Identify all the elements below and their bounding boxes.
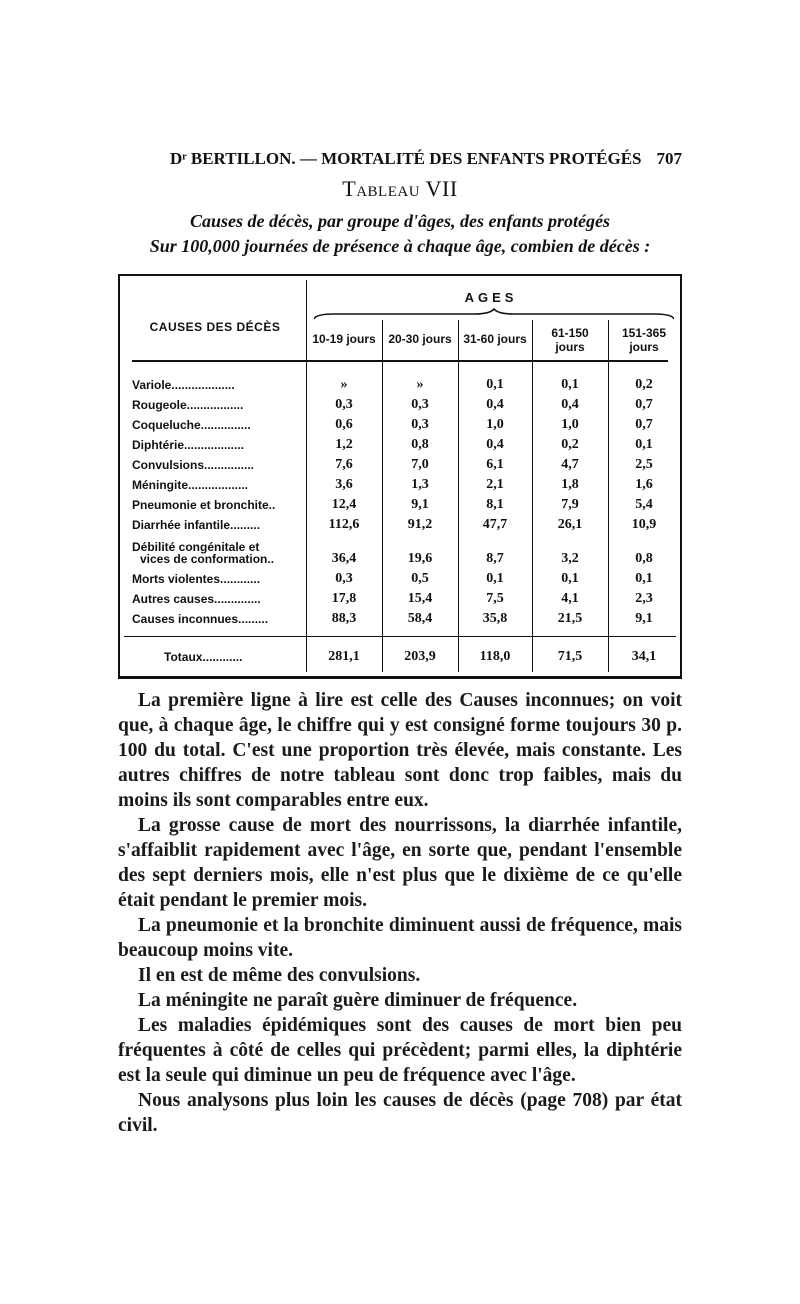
table-cell: 1,3	[411, 477, 429, 492]
table-cell: 15,4	[407, 591, 433, 606]
table-cell: 3,6	[335, 477, 353, 492]
paragraph: La pneumonie et la bronchite diminuent aussi de fréquence, mais beaucoup moins vite.	[118, 915, 682, 961]
table-cell: 12,4	[331, 497, 357, 512]
table-cell: 2,5	[635, 457, 653, 472]
table-subtitle-1: Causes de décès, par groupe d'âges, des enfants protégés	[190, 211, 610, 231]
total-value: 281,1	[328, 649, 360, 664]
table-cell: 7,9	[561, 497, 579, 512]
table-cell: 6,1	[486, 457, 504, 472]
row-cause-label: Causes inconnues.........	[132, 612, 269, 626]
row-cause-label: Morts violentes............	[132, 572, 261, 586]
row-cause-label: Coqueluche...............	[132, 418, 251, 432]
table-cell: »	[340, 377, 348, 392]
table-cell: 0,8	[635, 551, 653, 566]
table-cell: 0,3	[335, 397, 353, 412]
table-cell: 0,4	[486, 397, 504, 412]
table-title: Tableau VII	[342, 176, 458, 201]
table-cell: 8,1	[486, 497, 504, 512]
table-cell: 17,8	[331, 591, 357, 606]
table-subtitle-2: Sur 100,000 journées de présence à chaque âge, combien de décès :	[149, 236, 651, 256]
table-cell: 0,2	[561, 437, 579, 452]
table-cell: 0,7	[635, 417, 653, 432]
total-value: 118,0	[479, 649, 511, 664]
paragraph: La première ligne à lire est celle des Causes inconnues; on voit que, à chaque âge, le chiffre qui y est consigné forme toujours 30 p. 100 du total. C'est une proportion très élevée, mais constante. Les autres chiffres de notre tableau sont donc trop faibles, mais du moins ils sont comparables entre eux.	[118, 690, 682, 811]
total-value: 34,1	[631, 649, 657, 664]
page-number: 707	[656, 149, 682, 168]
col-header-3: 31-60 jours	[463, 332, 527, 346]
row-cause-label: Convulsions...............	[132, 458, 255, 472]
table-cell: 0,1	[486, 377, 504, 392]
table-cell: 0,5	[411, 571, 429, 586]
table-cell: 7,6	[335, 457, 353, 472]
table-cell: 19,6	[407, 551, 433, 566]
table-cell: 1,0	[561, 417, 579, 432]
paragraph: Il en est de même des convulsions.	[138, 965, 421, 986]
table-cell: 2,1	[486, 477, 504, 492]
table-cell: 0,3	[335, 571, 353, 586]
table-cell: 0,3	[411, 417, 429, 432]
paragraph: Les maladies épidémiques sont des causes de mort bien peu fréquentes à côté de celles qui précèdent; parmi elles, la diphtérie est la seule qui diminue un peu de fréquence avec l'âge.	[118, 1015, 682, 1086]
header-causes: CAUSES DES DÉCÈS	[149, 320, 281, 334]
table-cell: 47,7	[482, 517, 508, 532]
table-cell: 1,2	[335, 437, 353, 452]
header-ages: AGES	[464, 290, 518, 305]
running-title: Dʳ BERTILLON. — MORTALITÉ DES ENFANTS PROTÉGÉS	[170, 149, 642, 168]
mortality-table	[118, 274, 682, 679]
table-cell: 10,9	[631, 517, 657, 532]
table-cell: 0,8	[411, 437, 429, 452]
table-cell: 5,4	[635, 497, 653, 512]
table-cell: 88,3	[331, 611, 357, 626]
table-cell: 0,3	[411, 397, 429, 412]
row-cause-label: Diarrhée infantile.........	[132, 518, 261, 532]
running-head	[170, 146, 682, 172]
table-cell: 0,4	[561, 397, 579, 412]
paragraph: La méningite ne paraît guère diminuer de fréquence.	[138, 990, 578, 1011]
row-cause-label-cont: vices de conformation..	[140, 552, 275, 566]
col-header-1: 10-19 jours	[312, 332, 376, 346]
table-cell: 35,8	[482, 611, 508, 626]
col-header-2: 20-30 jours	[388, 332, 452, 346]
col-header-5: 151-365 jours	[621, 326, 667, 354]
table-cell: 0,6	[335, 417, 353, 432]
table-cell: 112,6	[328, 517, 360, 532]
table-cell: 7,5	[486, 591, 504, 606]
total-rule	[124, 636, 676, 637]
row-cause-label: Variole...................	[132, 378, 235, 392]
table-cell: 1,8	[561, 477, 579, 492]
table-cell: 36,4	[331, 551, 357, 566]
row-cause-label: Autres causes..............	[132, 592, 261, 606]
table-cell: 3,2	[561, 551, 579, 566]
body-text	[118, 688, 682, 1138]
header-rule	[132, 360, 668, 362]
table-cell: 0,1	[635, 437, 653, 452]
total-value: 71,5	[557, 649, 583, 664]
table-cell: 0,1	[486, 571, 504, 586]
table-cell: 4,7	[561, 457, 579, 472]
table-cell: 58,4	[407, 611, 433, 626]
table-cell: 9,1	[635, 611, 653, 626]
table-cell: 91,2	[407, 517, 433, 532]
table-cell: 2,3	[635, 591, 653, 606]
row-cause-label: Rougeole.................	[132, 398, 244, 412]
table-cell: 0,1	[561, 571, 579, 586]
table-cell: 0,1	[635, 571, 653, 586]
table-cell: 7,0	[411, 457, 429, 472]
table-cell: 9,1	[411, 497, 429, 512]
table-cell: 0,7	[635, 397, 653, 412]
row-cause-label: Diphtérie..................	[132, 438, 245, 452]
table-cell: »	[416, 377, 424, 392]
table-cell: 0,2	[635, 377, 653, 392]
row-cause-label: Débilité congénitale et	[132, 540, 260, 554]
total-value: 203,9	[404, 649, 436, 664]
table-cell: 26,1	[557, 517, 583, 532]
table-cell: 8,7	[486, 551, 504, 566]
table-cell: 0,1	[561, 377, 579, 392]
total-label: Totaux............	[164, 650, 243, 664]
table-cell: 1,0	[486, 417, 504, 432]
row-cause-label: Méningite..................	[132, 478, 249, 492]
col-header-4: 61-150 jours	[551, 326, 589, 354]
paragraph: Nous analysons plus loin les causes de décès (page 708) par état civil.	[118, 1090, 682, 1136]
table-cell: 21,5	[557, 611, 583, 626]
ages-brace	[314, 308, 674, 320]
paragraph: La grosse cause de mort des nourrissons, la diarrhée infantile, s'affaiblit rapidement avec l'âge, en sorte que, pendant l'ensemble des sept derniers mois, elle n'est plus que le dixième de ce qu'elle était pendant le premier mois.	[118, 815, 682, 911]
table-cell: 1,6	[635, 477, 653, 492]
row-cause-label: Pneumonie et bronchite..	[132, 498, 276, 512]
table-cell: 4,1	[561, 591, 579, 606]
table-cell: 0,4	[486, 437, 504, 452]
